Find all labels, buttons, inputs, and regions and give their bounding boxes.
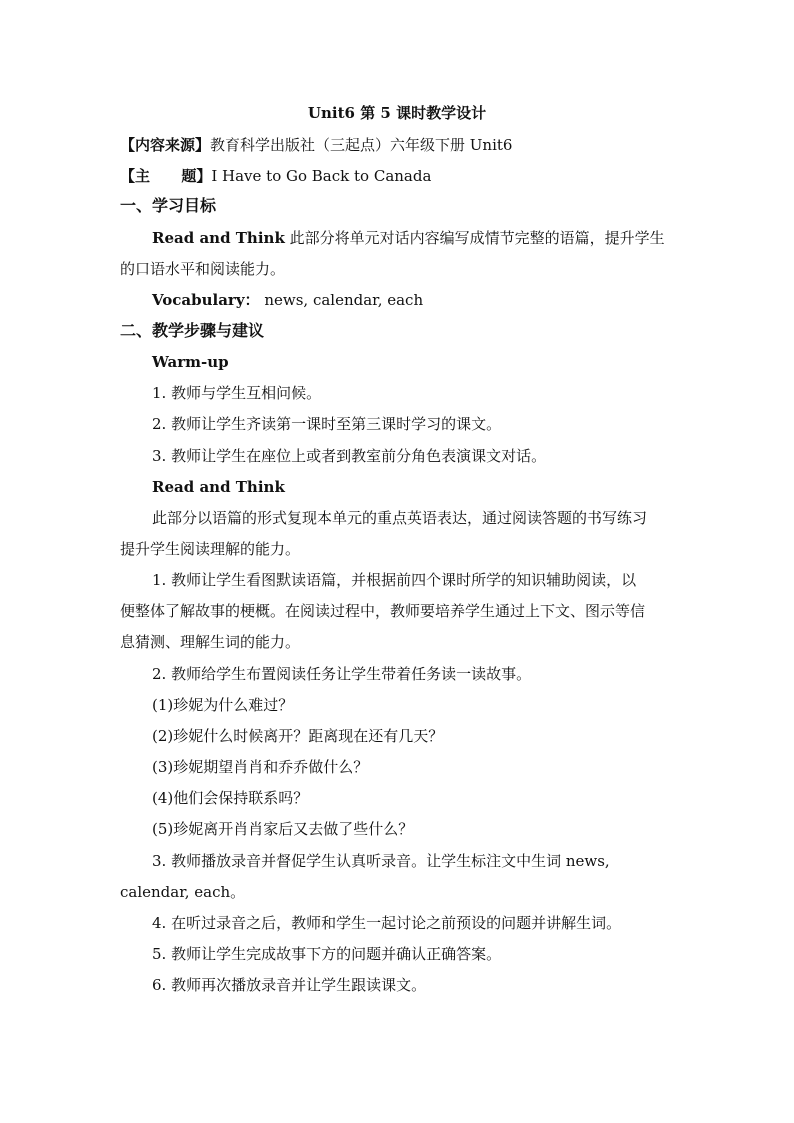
- theme-text: I Have to Go Back to Canada: [211, 167, 432, 185]
- content-source: [120, 135, 512, 155]
- step-6: 6. 教师再次播放录音并让学生跟读课文。: [152, 976, 427, 994]
- vocabulary: [152, 290, 423, 310]
- warmup-item: 2. 教师让学生齐读第一课时至第三课时学习的课文。: [152, 415, 502, 433]
- question: (2)珍妮什么时候离开？距离现在还有几天？: [152, 727, 444, 745]
- question: (3)珍妮期望肖肖和乔乔做什么？: [152, 758, 369, 776]
- vocabulary-label: Vocabulary：: [152, 291, 260, 309]
- step-1: 1. 教师让学生看图默读语篇，并根据前四个课时所学的知识辅助阅读，以: [152, 571, 637, 589]
- warmup-label: Warm-up: [152, 353, 229, 371]
- step-1-cont: 便整体了解故事的梗概。在阅读过程中，教师要培养学生通过上下文、图示等信: [120, 602, 646, 620]
- theme: [120, 166, 431, 186]
- question: (4)他们会保持联系吗？: [152, 789, 309, 807]
- step-1-cont: 息猜测、理解生词的能力。: [120, 633, 301, 651]
- section2-heading: 二、教学步骤与建议: [120, 321, 265, 340]
- read-think-text: 此部分将单元对话内容编写成情节完整的语篇，提升学生: [284, 229, 665, 247]
- read-think-label: Read and Think: [152, 229, 285, 247]
- step-2: 2. 教师给学生布置阅读任务让学生带着任务读一读故事。: [152, 665, 532, 683]
- step-5: 5. 教师让学生完成故事下方的问题并确认正确答案。: [152, 945, 502, 963]
- page-title: Unit6 第 5 课时教学设计: [307, 104, 487, 122]
- warmup-item: 1. 教师与学生互相问候。: [152, 384, 322, 402]
- read-think-intro-cont: 提升学生阅读理解的能力。: [120, 540, 301, 558]
- section1-read-think-cont: 的口语水平和阅读能力。: [120, 260, 286, 278]
- content-source-text: 教育科学出版社（三起点）六年级下册 Unit6: [210, 136, 513, 154]
- question: (1)珍妮为什么难过？: [152, 696, 294, 714]
- content-source-label: 【内容来源】: [120, 136, 211, 154]
- vocabulary-text: news, calendar, each: [264, 291, 424, 309]
- read-think-heading: Read and Think: [152, 478, 285, 496]
- step-3-cont: calendar, each。: [120, 883, 246, 901]
- section1-heading: 一、学习目标: [120, 196, 217, 215]
- question: (5)珍妮离开肖肖家后又去做了些什么？: [152, 820, 414, 838]
- theme-label: 【主 题】: [120, 167, 212, 185]
- read-think-intro: 此部分以语篇的形式复现本单元的重点英语表达，通过阅读答题的书写练习: [152, 509, 648, 527]
- warmup-item: 3. 教师让学生在座位上或者到教室前分角色表演课文对话。: [152, 447, 547, 465]
- step-3: 3. 教师播放录音并督促学生认真听录音。让学生标注文中生词 news,: [152, 852, 610, 870]
- step-4: 4. 在听过录音之后，教师和学生一起讨论之前预设的问题并讲解生词。: [152, 914, 622, 932]
- section1-read-think: [152, 228, 665, 248]
